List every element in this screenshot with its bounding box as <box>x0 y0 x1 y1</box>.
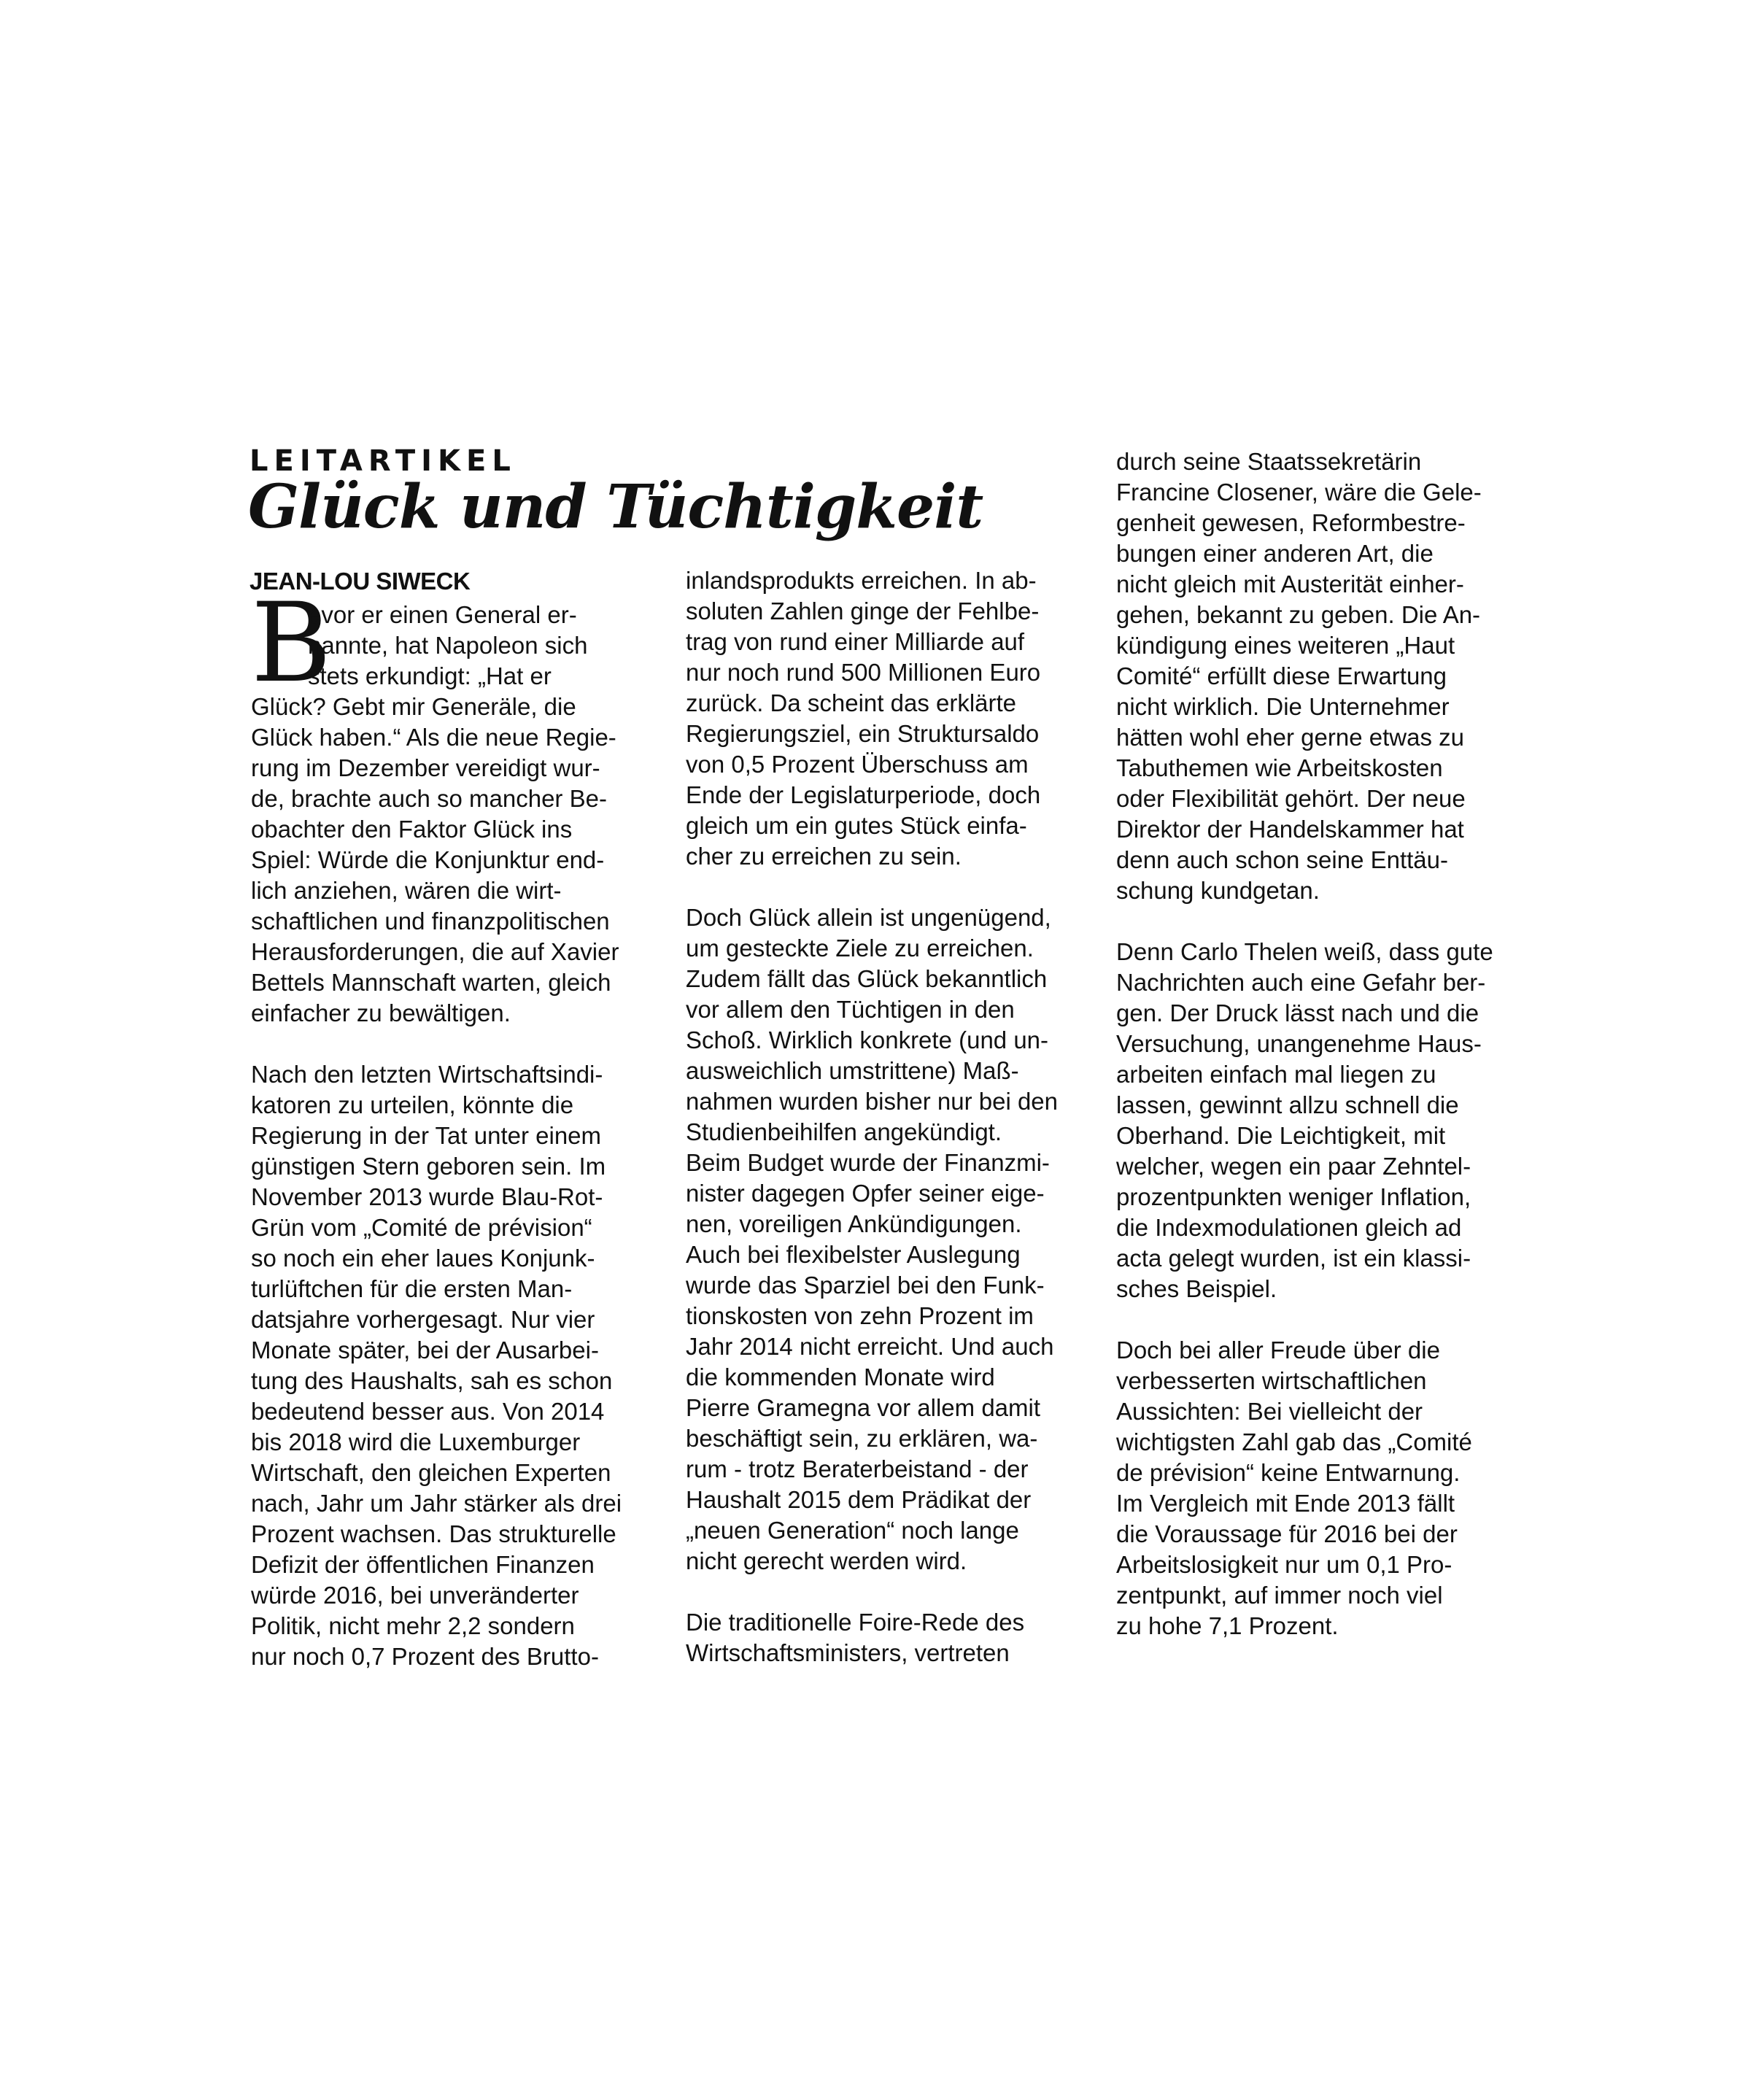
text-line: vor allem den Tüchtigen in den <box>686 996 1015 1023</box>
text-line: November 2013 wurde Blau-Rot- <box>251 1183 603 1210</box>
text-line: nen, voreiligen Ankündigungen. <box>686 1210 1022 1237</box>
text-line: nister dagegen Opfer seiner eige- <box>686 1180 1045 1207</box>
article-byline: JEAN-LOU SIWECK <box>249 568 471 595</box>
paragraph-3 <box>686 565 1080 872</box>
text-line: beschäftigt sein, zu erklären, wa- <box>686 1425 1038 1452</box>
text-line: katoren zu urteilen, könnte die <box>251 1091 574 1118</box>
text-line: Comité“ erfüllt diese Erwartung <box>1116 662 1447 689</box>
text-line: die Indexmodulationen gleich ad <box>1116 1214 1462 1241</box>
text-line: Im Vergleich mit Ende 2013 fällt <box>1116 1490 1455 1517</box>
text-line: zurück. Da scheint das erklärte <box>686 689 1017 716</box>
text-line: rung im Dezember vereidigt wur- <box>251 754 600 781</box>
text-line: sches Beispiel. <box>1116 1275 1277 1302</box>
text-line: Studienbeihilfen angekündigt. <box>686 1118 1002 1145</box>
article-column-3 <box>1116 446 1510 1641</box>
text-line: evor er einen General er- <box>308 601 577 628</box>
text-line: cher zu erreichen zu sein. <box>686 843 962 870</box>
text-line: Arbeitslosigkeit nur um 0,1 Pro- <box>1116 1551 1452 1578</box>
text-line: Tabuthemen wie Arbeitskosten <box>1116 754 1443 781</box>
text-line: hätten wohl eher gerne etwas zu <box>1116 724 1464 751</box>
text-line: gleich um ein gutes Stück einfa- <box>686 812 1027 839</box>
text-line: schung kundgetan. <box>1116 877 1320 904</box>
paragraph-4 <box>686 902 1080 1577</box>
text-line: nicht wirklich. Die Unternehmer <box>1116 693 1450 720</box>
text-line: Haushalt 2015 dem Prädikat der <box>686 1486 1032 1513</box>
drop-cap: B <box>251 580 332 707</box>
text-line: Doch Glück allein ist ungenügend, <box>686 904 1051 931</box>
text-line: tung des Haushalts, sah es schon <box>251 1367 613 1394</box>
text-line: lich anziehen, wären die wirt- <box>251 877 562 904</box>
text-line: Wirtschaft, den gleichen Experten <box>251 1459 611 1486</box>
text-line: Denn Carlo Thelen weiß, dass gute <box>1116 938 1493 965</box>
text-line: Zudem fällt das Glück bekanntlich <box>686 965 1048 992</box>
text-line: nur noch rund 500 Millionen Euro <box>686 659 1041 686</box>
text-line: um gesteckte Ziele zu erreichen. <box>686 935 1034 962</box>
text-line: nicht gerecht werden wird. <box>686 1547 967 1574</box>
text-line: oder Flexibilität gehört. Der neue <box>1116 785 1466 812</box>
text-line: nannte, hat Napoleon sich <box>308 632 588 659</box>
paragraph-2 <box>251 1059 645 1672</box>
text-line: Defizit der öffentlichen Finanzen <box>251 1551 595 1578</box>
text-line: Grün vom „Comité de prévision“ <box>251 1214 592 1241</box>
text-line: rum - trotz Beraterbeistand - der <box>686 1455 1029 1482</box>
paragraph-8 <box>1116 1335 1510 1641</box>
text-line: Pierre Gramegna vor allem damit <box>686 1394 1041 1421</box>
text-line: gen. Der Druck lässt nach und die <box>1116 999 1479 1026</box>
text-line: Bettels Mannschaft warten, gleich <box>251 969 611 996</box>
text-line: lassen, gewinnt allzu schnell die <box>1116 1091 1459 1118</box>
text-line: die Voraussage für 2016 bei der <box>1116 1520 1458 1547</box>
text-line: Jahr 2014 nicht erreicht. Und auch <box>686 1333 1054 1360</box>
text-line: Glück? Gebt mir Generäle, die <box>251 693 576 720</box>
paragraph-5 <box>686 1607 1080 1668</box>
text-line: wurde das Sparziel bei den Funk- <box>686 1272 1045 1299</box>
text-line: bungen einer anderen Art, die <box>1116 540 1434 567</box>
text-line: turlüftchen für die ersten Man- <box>251 1275 573 1302</box>
text-line: inlandsprodukts erreichen. In ab- <box>686 567 1037 594</box>
text-line: wichtigsten Zahl gab das „Comité <box>1116 1428 1472 1455</box>
text-line: Prozent wachsen. Das strukturelle <box>251 1520 616 1547</box>
text-line: Francine Closener, wäre die Gele- <box>1116 479 1482 506</box>
section-kicker: LEITARTIKEL <box>249 444 517 478</box>
text-line: nur noch 0,7 Prozent des Brutto- <box>251 1643 599 1670</box>
paragraph-6 <box>1116 446 1510 906</box>
text-line: Schoß. Wirklich konkrete (und un- <box>686 1026 1049 1053</box>
text-line: acta gelegt wurden, ist ein klassi- <box>1116 1245 1471 1272</box>
text-line: Regierungsziel, ein Struktursaldo <box>686 720 1040 747</box>
text-line: Beim Budget wurde der Finanzmi- <box>686 1149 1050 1176</box>
text-line: so noch ein eher laues Konjunk- <box>251 1245 595 1272</box>
text-line: prozentpunkten weniger Inflation, <box>1116 1183 1471 1210</box>
text-line: Monate später, bei der Ausarbei- <box>251 1337 599 1364</box>
text-line: schaftlichen und finanzpolitischen <box>251 908 610 935</box>
text-line: Herausforderungen, die auf Xavier <box>251 938 619 965</box>
text-line: verbesserten wirtschaftlichen <box>1116 1367 1427 1394</box>
text-line: Doch bei aller Freude über die <box>1116 1337 1440 1364</box>
article-column-2 <box>686 565 1080 1668</box>
text-line: Die traditionelle Foire-Rede des <box>686 1609 1025 1636</box>
text-line: trag von rund einer Milliarde auf <box>686 628 1025 655</box>
article-headline: Glück und Tüchtigkeit <box>248 472 983 542</box>
text-line: einfacher zu bewältigen. <box>251 999 511 1026</box>
text-line: de prévision“ keine Entwarnung. <box>1116 1459 1461 1486</box>
text-line: kündigung eines weiteren „Haut <box>1116 632 1455 659</box>
text-line: zu hohe 7,1 Prozent. <box>1116 1612 1339 1639</box>
text-line: denn auch schon seine Enttäu- <box>1116 846 1448 873</box>
text-line: von 0,5 Prozent Überschuss am <box>686 751 1029 778</box>
text-line: Ende der Legislaturperiode, doch <box>686 781 1041 808</box>
text-line: Nachrichten auch eine Gefahr ber- <box>1116 969 1486 996</box>
text-line: arbeiten einfach mal liegen zu <box>1116 1061 1436 1088</box>
text-line: Versuchung, unangenehme Haus- <box>1116 1030 1482 1057</box>
text-line: soluten Zahlen ginge der Fehlbe- <box>686 597 1040 624</box>
text-line: durch seine Staatssekretärin <box>1116 448 1422 475</box>
text-line: bis 2018 wird die Luxemburger <box>251 1428 581 1455</box>
text-line: obachter den Faktor Glück ins <box>251 816 573 843</box>
text-line: Auch bei flexibelster Auslegung <box>686 1241 1021 1268</box>
text-line: gehen, bekannt zu geben. Die An- <box>1116 601 1481 628</box>
text-line: die kommenden Monate wird <box>686 1364 995 1391</box>
text-line: Nach den letzten Wirtschaftsindi- <box>251 1061 603 1088</box>
text-line: Politik, nicht mehr 2,2 sondern <box>251 1612 575 1639</box>
text-line: Spiel: Würde die Konjunktur end- <box>251 846 605 873</box>
text-line: stets erkundigt: „Hat er <box>308 662 552 689</box>
text-line: Oberhand. Die Leichtigkeit, mit <box>1116 1122 1446 1149</box>
text-line: nahmen wurden bisher nur bei den <box>686 1088 1059 1115</box>
text-line: Wirtschaftsministers, vertreten <box>686 1639 1010 1666</box>
text-line: würde 2016, bei unveränderter <box>251 1582 579 1609</box>
text-line: nicht gleich mit Austerität einher- <box>1116 571 1464 597</box>
text-line: nach, Jahr um Jahr stärker als drei <box>251 1490 622 1517</box>
text-line: Regierung in der Tat unter einem <box>251 1122 602 1149</box>
text-line: bedeutend besser aus. Von 2014 <box>251 1398 605 1425</box>
text-line: Direktor der Handelskammer hat <box>1116 816 1464 843</box>
text-line: tionskosten von zehn Prozent im <box>686 1302 1034 1329</box>
text-line: welcher, wegen ein paar Zehntel- <box>1116 1153 1471 1180</box>
text-line: zentpunkt, auf immer noch viel <box>1116 1582 1443 1609</box>
text-line: Aussichten: Bei vielleicht der <box>1116 1398 1423 1425</box>
text-line: Glück haben.“ Als die neue Regie- <box>251 724 616 751</box>
text-line: datsjahre vorhergesagt. Nur vier <box>251 1306 595 1333</box>
text-line: „neuen Generation“ noch lange <box>686 1517 1019 1544</box>
text-line: de, brachte auch so mancher Be- <box>251 785 607 812</box>
text-line: genheit gewesen, Reformbestre- <box>1116 509 1466 536</box>
paragraph-7 <box>1116 937 1510 1304</box>
text-line: günstigen Stern geboren sein. Im <box>251 1153 606 1180</box>
text-line: ausweichlich umstrittene) Maß- <box>686 1057 1019 1084</box>
